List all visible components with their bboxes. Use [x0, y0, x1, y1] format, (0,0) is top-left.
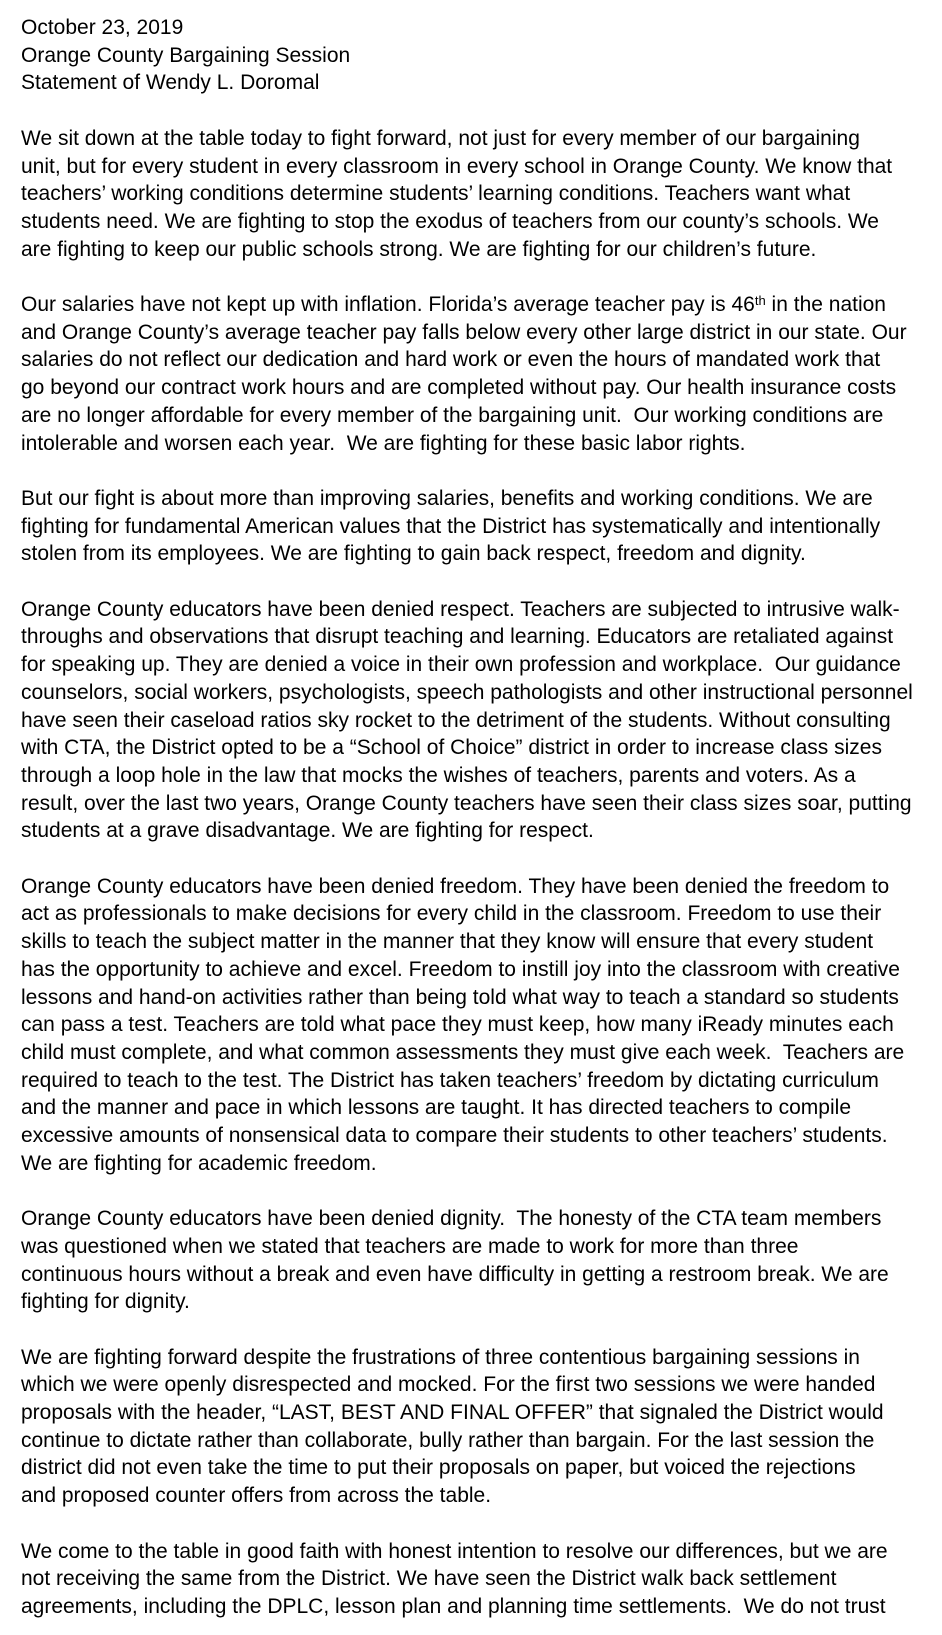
text-line: But our fight is about more than improving salaries, benefits and working conditions. We are [21, 486, 873, 510]
text-line: counselors, social workers, psychologists, speech pathologists and other instructional personnel [21, 680, 913, 704]
text-line: We are fighting for academic freedom. [21, 1151, 377, 1175]
text-line: stolen from its employees. We are fighting to gain back respect, freedom and dignity. [21, 542, 806, 566]
text-line: skills to teach the subject matter in the manner that they know will ensure that every student [21, 930, 874, 954]
paragraph-good-faith [21, 1538, 922, 1621]
text-line: proposals with the header, “LAST, BEST AND FINAL OFFER” that signaled the District would [21, 1401, 884, 1425]
text-line: Orange County educators have been denied dignity. The honesty of the CTA team members [21, 1207, 882, 1231]
text-line: We are fighting forward despite the frustrations of three contentious bargaining sessions in [21, 1345, 860, 1369]
document-date: October 23, 2019 [21, 16, 184, 39]
text-line: required to teach to the test. The District has taken teachers’ freedom by dictating curriculum [21, 1068, 879, 1092]
paragraph-salaries [21, 291, 922, 457]
paragraph-denied-dignity [21, 1205, 922, 1316]
text-line: have seen their caseload ratios sky rocket to the detriment of the students. Without consulting [21, 708, 891, 732]
text-line: result, over the last two years, Orange County teachers have seen their class sizes soar, putting [21, 791, 912, 815]
text-line: Orange County educators have been denied respect. Teachers are subjected to intrusive walk- [21, 597, 900, 621]
text-line: for speaking up. They are denied a voice in their own profession and workplace. Our guidance [21, 653, 901, 677]
ordinal-superscript: th [754, 293, 766, 309]
text-line: excessive amounts of nonsensical data to compare their students to other teachers’ students. [21, 1124, 888, 1148]
document-title: Orange County Bargaining Session [21, 43, 351, 67]
document-author: Statement of Wendy L. Doromal [21, 71, 320, 95]
text-line: and proposed counter offers from across the table. [21, 1484, 492, 1508]
text-line: unit, but for every student in every classroom in every school in Orange County. We know that [21, 154, 893, 178]
text-line: child must complete, and what common assessments they must give each week. Teachers are [21, 1040, 905, 1064]
text-line: intolerable and worsen each year. We are fighting for these basic labor rights. [21, 431, 746, 455]
text-line: fighting for fundamental American values that the District has systematically and intentionally [21, 514, 881, 538]
text-line: district did not even take the time to put their proposals on paper, but voiced the rejections [21, 1456, 856, 1480]
text-run: in the nation [765, 293, 886, 316]
text-line: not receiving the same from the District. We have seen the District walk back settlement [21, 1567, 837, 1591]
text-line: and the manner and pace in which lessons are taught. It has directed teachers to compile [21, 1096, 851, 1120]
text-line: salaries do not reflect our dedication and hard work or even the hours of mandated work that [21, 348, 881, 372]
text-line: Orange County educators have been denied freedom. They have been denied the freedom to [21, 874, 890, 898]
paragraph-fundamental-values [21, 485, 922, 568]
paragraph-fight-forward [21, 125, 922, 264]
text-line: go beyond our contract work hours and are completed without pay. Our health insurance costs [21, 376, 897, 400]
document-header [21, 14, 922, 97]
text-line: which we were openly disrespected and mocked. For the first two sessions we were handed [21, 1373, 876, 1397]
paragraph-fighting-forward-sessions [21, 1344, 922, 1510]
text-line: continuous hours without a break and even have difficulty in getting a restroom break. We are [21, 1262, 889, 1286]
text-line: act as professionals to make decisions for every child in the classroom. Freedom to use their [21, 902, 882, 926]
text-line: lessons and hand-on activities rather than being told what way to teach a standard so students [21, 985, 899, 1009]
text-line: agreements, including the DPLC, lesson plan and planning time settlements. We do not trust [21, 1594, 886, 1618]
text-line: teachers’ working conditions determine students’ learning conditions. Teachers want what [21, 182, 851, 206]
text-line: We come to the table in good faith with honest intention to resolve our differences, but we are [21, 1539, 888, 1563]
text-line: can pass a test. Teachers are told what pace they must keep, how many iReady minutes each [21, 1013, 894, 1037]
text-line: We sit down at the table today to fight forward, not just for every member of our bargaining [21, 126, 860, 150]
text-line: are no longer affordable for every member of the bargaining unit. Our working conditions are [21, 403, 884, 427]
text-line: throughs and observations that disrupt teaching and learning. Educators are retaliated against [21, 625, 894, 649]
text-line: fighting for dignity. [21, 1290, 190, 1314]
text-line: with CTA, the District opted to be a “School of Choice” district in order to increase class sizes [21, 736, 882, 760]
text-line: students need. We are fighting to stop the exodus of teachers from our county’s schools. We [21, 209, 879, 233]
paragraph-denied-freedom [21, 873, 922, 1178]
text-line: students at a grave disadvantage. We are fighting for respect. [21, 819, 594, 843]
text-line: has the opportunity to achieve and excel. Freedom to instill joy into the classroom with creative [21, 957, 900, 981]
text-line: and Orange County’s average teacher pay falls below every other large district in our state. Our [21, 320, 907, 344]
text-line [21, 291, 922, 319]
text-line: was questioned when we stated that teachers are made to work for more than three [21, 1234, 799, 1258]
text-line: through a loop hole in the law that mocks the wishes of teachers, parents and voters. As a [21, 763, 856, 787]
text-line: continue to dictate rather than collaborate, bully rather than bargain. For the last session the [21, 1428, 875, 1452]
text-run: Our salaries have not kept up with inflation. Florida’s average teacher pay is 46 [21, 293, 755, 316]
text-line: are fighting to keep our public schools strong. We are fighting for our children’s future. [21, 237, 817, 261]
paragraph-denied-respect [21, 596, 922, 845]
